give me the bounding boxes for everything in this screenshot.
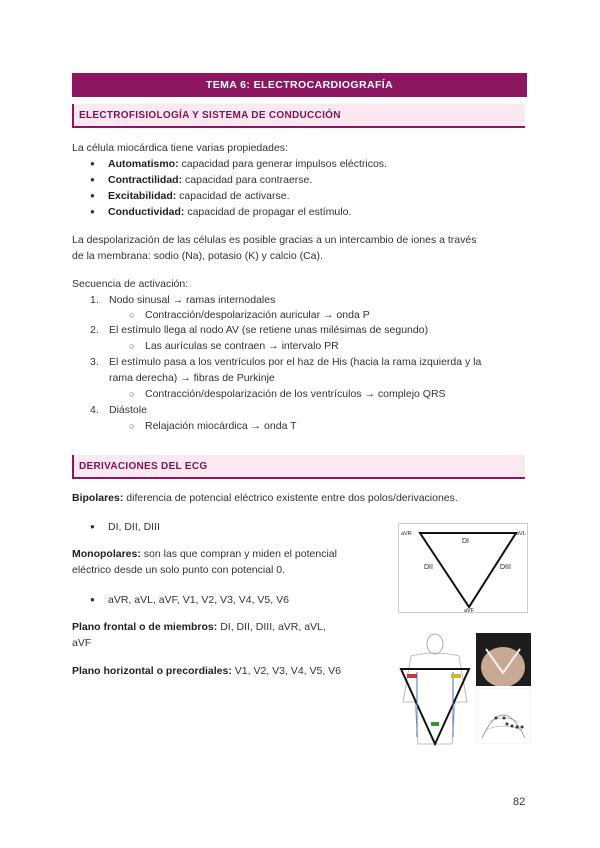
sequence-title: Secuencia de activación: [72, 278, 189, 290]
avl-label: aVL [516, 531, 526, 537]
seq-number: 3. [90, 356, 99, 368]
seq-substep: ○ Relajación miocárdica → onda T [145, 418, 297, 434]
section-heading-electrofisiologia: ELECTROFISIOLOGÍA Y SISTEMA DE CONDUCCIÓN [72, 104, 525, 128]
figure-frame [476, 688, 531, 744]
back-photo-figure [476, 633, 531, 686]
depolarization-text-line1: La despolarización de las células es posible gracias a un intercambio de iones a través [72, 234, 477, 246]
seq-substep: ○ Contracción/despolarización de los ventrículos → complejo QRS [145, 386, 446, 402]
lead-point [506, 723, 509, 726]
properties-intro: La célula miocárdica tiene varias propiedades: [72, 142, 288, 154]
section-heading-derivaciones: DERIVACIONES DEL ECG [72, 455, 525, 479]
monopolar-definition: Monopolares: son las que compran y miden el potencial [72, 548, 337, 560]
lead-point [503, 717, 506, 720]
page-number: 82 [513, 796, 526, 808]
property-item: ● Contractilidad: capacidad para contraerse. [108, 172, 312, 188]
seq-number: 4. [90, 404, 99, 416]
page-title: TEMA 6: ELECTROCARDIOGRAFÍA [72, 73, 527, 97]
lead-point [495, 717, 498, 720]
property-item: ● Excitabilidad: capacidad de activarse. [108, 188, 290, 204]
seq-number: 1. [90, 294, 99, 306]
electrode-green [431, 722, 439, 726]
dii-label: DII [424, 564, 433, 571]
lead-point [511, 725, 514, 728]
avr-label: aVR [401, 531, 412, 537]
seq-substep: ○ Contracción/despolarización auricular → onda P [145, 307, 370, 323]
frontal-plane: Plano frontal o de miembros: DI, DII, DIII, aVR, aVL, [72, 621, 326, 633]
bipolar-list: ● DI, DII, DIII [108, 519, 160, 535]
bipolar-definition: Bipolares: diferencia de potencial eléctrico existente entre dos polos/derivaciones. [72, 492, 458, 504]
einthoven-triangle-figure [398, 523, 528, 613]
torso-leads-figure [397, 632, 473, 747]
electrode-yellow [451, 674, 461, 678]
lead-point [516, 726, 519, 729]
di-label: DI [462, 538, 469, 545]
seq-substep: ○ Las aurículas se contraen → intervalo PR [145, 338, 339, 354]
horizontal-plane: Plano horizontal o precordiales: V1, V2, V3, V4, V5, V6 [72, 665, 342, 677]
seq-step-continued: rama derecha) → fibras de Purkinje [109, 372, 275, 384]
diii-label: DIII [500, 564, 511, 571]
depolarization-text-line2: de la membrana: sodio (Na), potasio (K) y calcio (Ca). [72, 250, 323, 262]
precordial-diagram-figure [476, 688, 531, 744]
avf-label: aVF [464, 608, 475, 613]
figure-bg [397, 632, 473, 747]
property-item: ● Conductividad: capacidad de propagar el estímulo. [108, 204, 351, 220]
seq-step: El estímulo llega al nodo AV (se retiene unas milésimas de segundo) [109, 324, 429, 336]
seq-step: Diástole [109, 404, 147, 416]
property-item: ● Automatismo: capacidad para generar impulsos eléctricos. [108, 156, 387, 172]
seq-number: 2. [90, 324, 99, 336]
lead-point [521, 726, 524, 729]
frontal-plane-line2: aVF [72, 637, 92, 649]
monopolar-list: ● aVR, aVL, aVF, V1, V2, V3, V4, V5, V6 [108, 592, 289, 608]
electrode-red [407, 674, 417, 678]
seq-step: El estímulo pasa a los ventrículos por el haz de His (hacia la rama izquierda y la [109, 356, 482, 368]
seq-step: Nodo sinusal → ramas internodales [109, 294, 276, 306]
monopolar-definition-line2: eléctrico desde un solo punto con potencial 0. [72, 564, 286, 576]
